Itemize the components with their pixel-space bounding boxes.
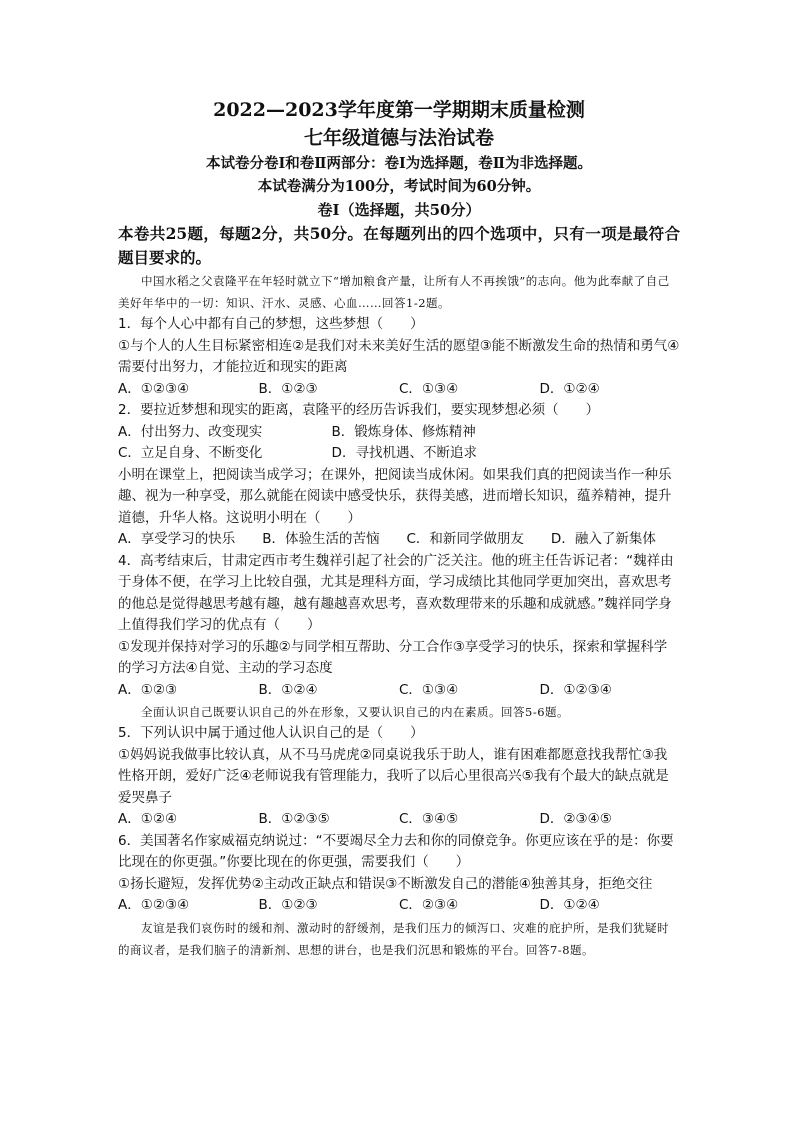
question-5-options [118,809,680,831]
question-2-stem: 2．要拉近梦想和现实的距离，袁隆平的经历告诉我们，要实现梦想必须（ ） [118,402,600,418]
option-c: C．立足自身、不断变化 [118,445,263,461]
option-a: A．①②④ [118,811,178,827]
option-c: C．①③④ [399,380,459,397]
option-c: C．①③④ [399,681,459,698]
option-c: C．②③④ [399,897,459,913]
section-heading: 卷Ⅰ（选择题，共50分） [317,201,481,219]
question-1-options [118,379,680,401]
option-a: A．①②③④ [118,380,190,397]
question-5-stem: 5．下列认识中属于通过他人认识自己的是（ ） [118,725,424,741]
section-instruction: 本卷共25题，每题2分，共50分。在每题列出的四个选项中，只有一项是最符合题目要求的。 [118,224,680,267]
option-a: A．①②③④ [118,897,190,913]
question-6-items: ①扬长避短，发挥优势②主动改正缺点和错误③不断激发自己的潜能④独善其身，拒绝交往 [118,875,653,892]
question-1-stem: 1．每个人心中都有自己的梦想，这些梦想（ ） [118,316,424,332]
exam-title: 2022—2023学年度第一学期期末质量检测 [213,99,585,121]
option-d: D．①②④ [539,897,600,913]
exam-note-score: 本试卷满分为100分，考试时间为60分钟。 [257,178,541,195]
option-b: B．①②③ [258,897,318,913]
option-a: A．①②③ [118,681,178,698]
intro-passage-1: 中国水稻之父袁隆平在年轻时就立下“增加粮食产量，让所有人不再挨饿”的志向。他为此奉献了自己美好年华中的一切：知识、汗水、灵感、心血……回答1-2题。 [118,274,670,310]
question-6-stem: 6．美国著名作家威福克纳说过：“不要竭尽全力去和你的同僚竞争。你更应该在乎的是：你要比现在的你更强。”你要比现在的你更强，需要我们（ ） [118,832,674,870]
question-4-stem: 4．高考结束后，甘肃定西市考生魏祥引起了社会的广泛关注。他的班主任告诉记者：“魏祥由于身体不便，在学习上比较自强，尤其是理科方面，学习成绩比其他同学更加突出，喜欢思考的他总是觉得越思考越有趣，越有趣越喜欢思考，喜欢数理带来的乐趣和成就感。”魏祥同学身上值得我们学习的优点有（ ） [118,552,674,633]
question-6-options [118,895,680,917]
question-3-stem: 小明在课堂上，把阅读当成学习；在课外，把阅读当成休闲。如果我们真的把阅读当作一种乐趣、视为一种享受，那么就能在阅读中感受快乐，获得美感，进而增长知识，蕴养精神，提升道德，升华人格。这说明小明在（ ） [118,466,672,526]
question-3-options: A．享受学习的快乐 B．体验生活的苦恼 C．和新同学做朋友 D．融入了新集体 [118,531,656,547]
exam-note-structure: 本试卷分卷Ⅰ和卷Ⅱ两部分：卷Ⅰ为选择题，卷Ⅱ为非选择题。 [205,155,592,172]
option-d: D．①②③④ [539,681,612,698]
option-c: C．③④⑤ [399,811,459,827]
exam-subject-title: 七年级道德与法治试卷 [303,127,494,149]
option-b: B．①②③⑤ [258,811,330,827]
question-2-options-ab [118,422,680,444]
question-1-items: ①与个人的人生目标紧密相连②是我们对未来美好生活的愿望③能不断激发生命的热情和勇气④需要付出努力，才能拉近和现实的距离 [118,337,680,375]
option-d: D．寻找机遇、不断追求 [331,445,477,461]
option-a: A．付出努力、改变现实 [118,423,263,440]
question-5-items: ①妈妈说我做事比较认真，从不马马虎虎②同桌说我乐于助人，谁有困难都愿意找我帮忙③我性格开朗，爱好广泛④老师说我有管理能力，我听了以后心里很高兴⑤我有个最大的缺点就是爱哭鼻子 [118,746,669,806]
intro-passage-3: 友谊是我们哀伤时的缓和剂、激动时的舒缓剂，是我们压力的倾泻口、灾难的庇护所，是我们犹疑时的商议者，是我们脑子的清新剂、思想的讲台，也是我们沉思和锻炼的平台。回答7-8题。 [118,920,669,957]
option-b: B．①②③ [258,380,318,397]
question-2-options-cd [118,443,680,465]
question-4-items: ①发现并保持对学习的乐趣②与同学相互帮助、分工合作③享受学习的快乐，探索和掌握科学的学习方法④自觉、主动的学习态度 [118,638,668,676]
question-4-options [118,680,680,702]
exam-page [118,96,680,961]
option-b: B．锻炼身体、修炼精神 [331,423,476,440]
option-d: D．①②④ [539,380,600,397]
intro-passage-2: 全面认识自己既要认识自己的外在形象，又要认识自己的内在素质。回答5-6题。 [141,705,570,719]
option-b: B．①②④ [258,681,318,698]
option-d: D．②③④⑤ [539,811,612,827]
